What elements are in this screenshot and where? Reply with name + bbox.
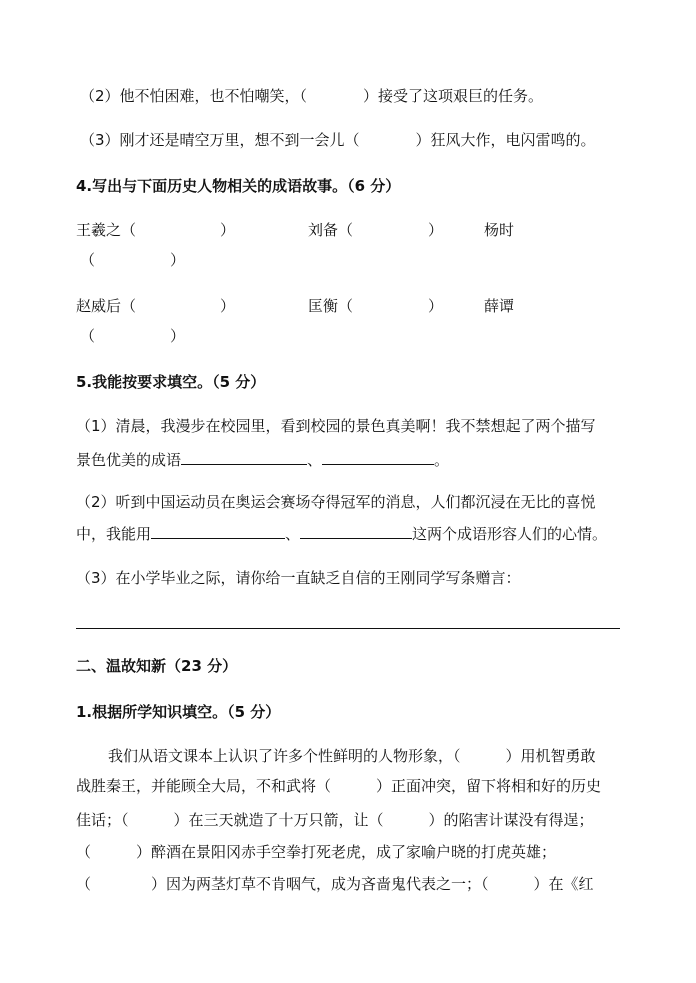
q3-item-2-text-b: ）接受了这项艰巨的任务。 — [363, 87, 544, 105]
q4-row2-open3: （ — [80, 327, 96, 345]
q4-row1-close2: ） — [428, 221, 444, 239]
q4-row2-close1: ） — [220, 297, 236, 315]
q3-item-3 — [80, 130, 596, 150]
q4-row2-close2: ） — [428, 297, 444, 315]
separator: 、 — [285, 525, 301, 543]
q4-row1-close3: ） — [170, 251, 186, 269]
q5-item2-text-a: 中，我能用 — [76, 525, 152, 543]
answer-underline[interactable] — [181, 450, 307, 465]
q3-item-2 — [80, 86, 543, 106]
passage-line: 我们从语文课本上认识了许多个性鲜明的人物形象，（ ）用机智勇敢 — [108, 747, 596, 765]
answer-underline[interactable] — [300, 524, 412, 539]
separator: 、 — [307, 451, 323, 469]
q5-item2-line2 — [76, 524, 607, 544]
q3-item-3-text-a: （3）刚才还是晴空万里，想不到一会儿（ — [80, 131, 360, 149]
q5-item2-text-b: 这两个成语形容人们的心情。 — [412, 525, 608, 543]
q4-row2-person1: 赵威后（ — [76, 297, 137, 315]
q4-row2-person2: 匡衡（ — [308, 297, 354, 315]
q4-row1-close1: ） — [220, 221, 236, 239]
q4-title: 4.写出与下面历史人物相关的成语故事。（6 分） — [76, 177, 401, 195]
q5-item2-line1: （2）听到中国运动员在奥运会赛场夺得冠军的消息，人们都沉浸在无比的喜悦 — [76, 493, 596, 511]
q5-item1-line2 — [76, 450, 449, 470]
q3-item-2-text-a: （2）他不怕困难，也不怕嘲笑，（ — [80, 87, 308, 105]
period: 。 — [434, 451, 450, 469]
answer-underline[interactable] — [151, 524, 285, 539]
answer-underline[interactable] — [322, 450, 434, 465]
passage-line: 战胜秦王，并能顾全大局，不和武将（ ）正面冲突，留下将相和好的历史 — [76, 777, 602, 795]
section2-title: 二、温故知新（23 分） — [76, 657, 238, 675]
q5-item1-text: 景色优美的成语 — [76, 451, 182, 469]
q4-row2-close3: ） — [170, 327, 186, 345]
passage-line: （ ）因为两茎灯草不肯咽气，成为吝啬鬼代表之一；（ ）在《红 — [76, 875, 594, 893]
q5-item3: （3）在小学毕业之际，请你给一直缺乏自信的王刚同学写条赠言： — [76, 569, 521, 587]
answer-line[interactable] — [76, 628, 620, 629]
q4-row1-person1: 王羲之（ — [76, 221, 137, 239]
q4-row1-person3: 杨时 — [484, 221, 515, 239]
q4-row1-person2: 刘备（ — [308, 221, 354, 239]
section2-q1-title: 1.根据所学知识填空。（5 分） — [76, 703, 281, 721]
q5-item1-line1: （1）清晨，我漫步在校园里，看到校园的景色真美啊！我不禁想起了两个描写 — [76, 417, 596, 435]
q5-title: 5.我能按要求填空。（5 分） — [76, 373, 266, 391]
passage-line: 佳话；（ ）在三天就造了十万只箭，让（ ）的陷害计谋没有得逞； — [76, 811, 594, 829]
q3-item-3-text-b: ）狂风大作，电闪雷鸣的。 — [415, 131, 596, 149]
passage-line: （ ）醉酒在景阳冈赤手空拳打死老虎，成了家喻户晓的打虎英雄； — [76, 843, 557, 861]
q4-row1-open3: （ — [80, 251, 96, 269]
q4-row2-person3: 薛谭 — [484, 297, 515, 315]
